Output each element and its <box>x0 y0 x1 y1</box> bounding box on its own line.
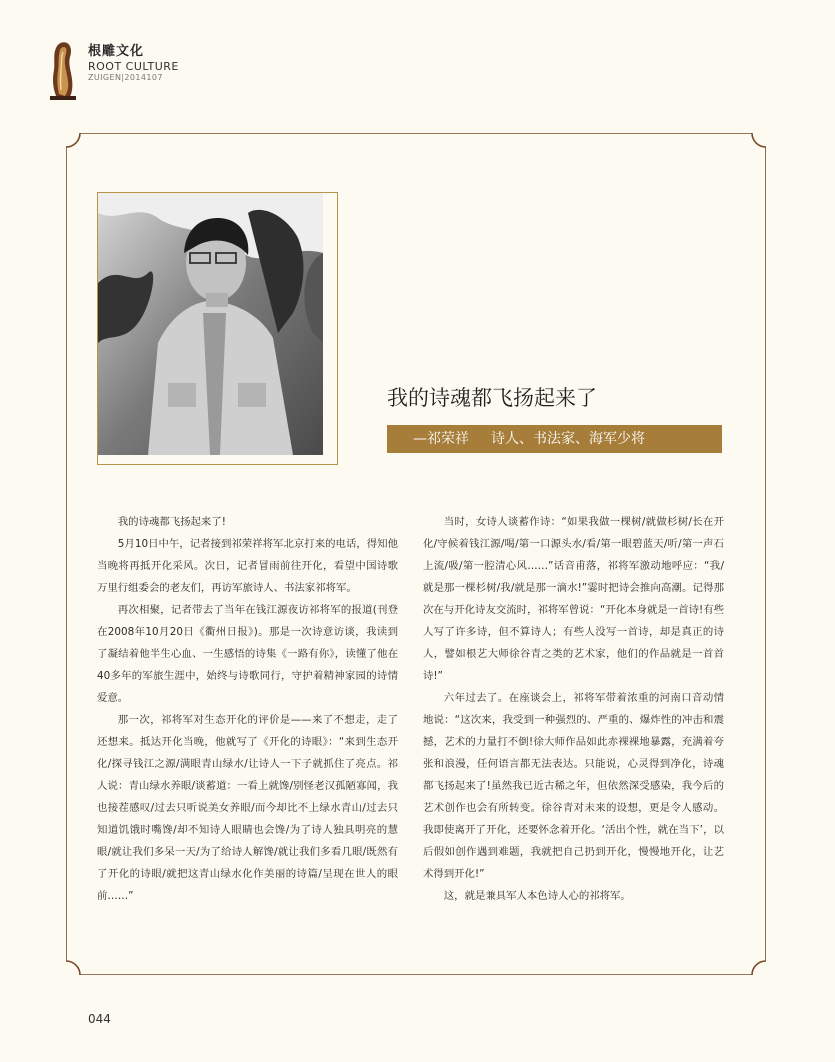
paragraph: 再次相聚，记者带去了当年在钱江源夜访祁将军的报道(刊登在2008年10月20日《衢州日报》)。那是一次诗意访谈，我读到了凝结着他半生心血、一生感悟的诗集《一路有你》，读懂了他在40多年的军旅生涯中，始终与诗歌同行，守护着精神家园的诗情爱意。 <box>97 604 398 704</box>
paragraph: 六年过去了。在座谈会上，祁将军带着浓重的河南口音动情地说：“这次来，我受到一种强烈的、严重的、爆炸性的冲击和震撼，艺术的力量打不倒!徐大师作品如此赤裸裸地暴露，充满着夸张和浪漫，任何语言都无法表达。只能说，心灵得到净化，诗魂都飞扬起来了!虽然我已近古稀之年，但依然深受感染，我今后的艺术创作也会有所转变。徐谷青对未来的设想，更是令人感动。我即使离开了开化，还要怀念着开化。‘活出个性，就在当下’，以后假如创作遇到难题，我就把自己扔到开化，慢慢地开化，让艺术得到开化!” <box>423 692 724 880</box>
header-text <box>88 44 248 83</box>
article-title: 我的诗魂都飞扬起来了 <box>387 386 597 410</box>
paragraph: 那一次，祁将军对生态开化的评价是——来了不想走，走了还想来。抵达开化当晚，他就写了《开化的诗眼》：“来到生态开化/探寻钱江之源/满眼青山绿水/让诗人一下子就抓住了亮点。祁人说：青山绿水养眼/谈蓄道：一看上就馋/别怪老汉孤陋寡闻，我也接茬感叹/过去只听说美女养眼/而今却比不上绿水青山/过去只知道饥饿时嘴馋/却不知诗人眼睛也会馋/为了诗人独具明亮的慧眼/就让我们多呆一天/为了给诗人解馋/就让我们多看几眼/既然有了开化的诗眼/就把这青山绿水化作美丽的诗篇/呈现在世人的眼前……” <box>97 714 398 902</box>
section-title-cn: 根雕文化 <box>88 44 145 59</box>
paragraph: 这，就是兼具军人本色诗人心的祁将军。 <box>443 890 631 902</box>
photo-frame <box>97 192 338 465</box>
section-title-en: ROOT CULTURE <box>88 60 179 73</box>
root-carving-logo-icon <box>48 40 78 100</box>
portrait-photo <box>98 193 323 455</box>
article-column-left <box>97 511 398 907</box>
paragraph: 5月10日中午，记者接到祁荣祥将军北京打来的电话，得知他当晚将再抵开化采风。次日，记者冒雨前往开化，看望中国诗歌万里行组委会的老友们，再访军旅诗人、书法家祁将军。 <box>97 538 398 594</box>
page-number: 044 <box>88 1012 111 1026</box>
paragraph: 当时，女诗人谈蓄作诗：“如果我做一棵树/就做杉树/长在开化/守候着钱江源/喝/第一口源头水/看/第一眼碧蓝天/听/第一声石上流/吸/第一腔清心风……”话音甫落，祁将军激动地呼应：“我/就是那一棵杉树/我/就是那一滴水!”霎时把诗会推向高潮。记得那次在与开化诗友交流时，祁将军曾说：“开化本身就是一首诗!有些人写了许多诗，但不算诗人；有些人没写一首诗，却是真正的诗人，譬如根艺大师徐谷青之类的艺术家，他们的作品就是一首首诗!” <box>423 516 724 682</box>
article-column-right <box>423 511 724 907</box>
byline-bar <box>387 425 722 453</box>
author-name: —祁荣祥 <box>413 431 469 447</box>
paragraph: 我的诗魂都飞扬起来了! <box>117 516 226 528</box>
issue-code: ZUIGEN|2014107 <box>88 73 163 82</box>
author-description: 诗人、书法家、海军少将 <box>491 431 645 447</box>
